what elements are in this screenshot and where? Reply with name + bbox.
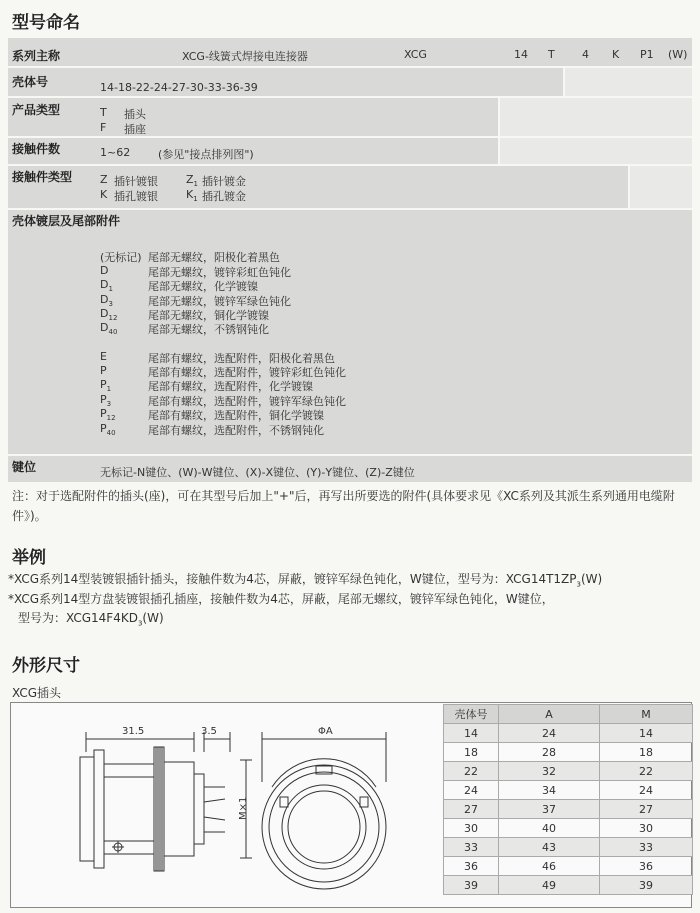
bg-row-type	[8, 98, 498, 136]
plating-desc-d12: 尾部无螺纹，铜化学镀镍	[148, 309, 269, 322]
heading-naming: 型号命名	[12, 13, 80, 33]
plating-desc-p: 尾部有螺纹，选配附件，镀锌彩虹色钝化	[148, 366, 346, 379]
bg-row-series	[8, 38, 692, 66]
dimension-table	[443, 704, 693, 895]
bg-gap-contact	[630, 166, 692, 208]
code-part-key: (W)	[668, 48, 688, 61]
cell-shell: 24	[444, 781, 499, 800]
dim-thread: M×1	[238, 796, 249, 820]
connector-drawing	[10, 702, 442, 906]
cell-m: 14	[600, 724, 693, 743]
bg-row-shell	[8, 68, 563, 96]
cell-shell: 18	[444, 743, 499, 762]
plating-code-p12: $P_{12}$	[100, 407, 116, 423]
bg-gap-count	[500, 138, 692, 164]
plating-code-none: (无标记)	[100, 251, 142, 264]
cell-shell: 27	[444, 800, 499, 819]
dim-short: 3.5	[201, 726, 217, 737]
heading-outline: 外形尺寸	[12, 656, 80, 676]
contact-code-z: Z	[100, 173, 108, 186]
plating-desc-d3: 尾部无螺纹，镀锌军绿色钝化	[148, 295, 291, 308]
cell-shell: 39	[444, 876, 499, 895]
heading-example: 举例	[12, 548, 46, 568]
label-product-type: 产品类型	[12, 103, 61, 117]
col-header-a: A	[499, 705, 600, 724]
type-desc-t: 插头	[124, 108, 146, 121]
cell-a: 40	[499, 819, 600, 838]
label-contact-type: 接触件类型	[12, 170, 73, 184]
type-code-t: T	[100, 106, 107, 119]
table-row	[444, 800, 693, 819]
cell-a: 28	[499, 743, 600, 762]
dim-diameter: ΦA	[318, 726, 333, 737]
plating-code-p: P	[100, 364, 107, 377]
code-part-type: T	[548, 48, 555, 61]
label-contact-count: 接触件数	[12, 142, 61, 156]
series-code: XCG	[404, 48, 427, 61]
table-row	[444, 819, 693, 838]
cell-m: 24	[600, 781, 693, 800]
type-desc-f: 插座	[124, 123, 146, 136]
example-2-model: 型号为：$XCG14F4KD_3(W)$	[18, 611, 164, 628]
plating-code-p40: $P_{40}$	[100, 422, 116, 438]
example-2: *XCG系列14型方盘装镀银插孔插座，接触件数为4芯，屏蔽，尾部无螺纹，镀锌军绿色钝化，W键位，	[8, 592, 554, 606]
plating-code-e: E	[100, 350, 107, 363]
contact-desc-k: 插孔镀银	[114, 190, 158, 203]
col-header-m: M	[600, 705, 693, 724]
plating-code-d3: $D_3$	[100, 293, 113, 309]
bg-gap-type	[500, 98, 692, 136]
plating-desc-none: 尾部无螺纹，阳极化着黑色	[148, 251, 280, 264]
cell-m: 39	[600, 876, 693, 895]
contact-desc-z: 插针镀银	[114, 175, 158, 188]
col-header-shell: 壳体号	[444, 705, 499, 724]
code-part-contact: K	[612, 48, 620, 61]
plating-desc-d40: 尾部无螺纹，不锈钢钝化	[148, 323, 269, 336]
table-row	[444, 743, 693, 762]
table-row	[444, 762, 693, 781]
contact-code-k: K	[100, 188, 108, 201]
cell-shell: 36	[444, 857, 499, 876]
contact-code-z1: $Z_1$	[186, 173, 199, 189]
contact-desc-z1: 插针镀金	[202, 175, 246, 188]
table-row	[444, 838, 693, 857]
cell-a: 46	[499, 857, 600, 876]
code-part-plating: P1	[640, 48, 654, 61]
plating-desc-p40: 尾部有螺纹，选配附件，不锈钢钝化	[148, 424, 324, 437]
code-part-count: 4	[582, 48, 589, 61]
example-1: *XCG系列14型装镀银插针插头，接触件数为4芯，屏蔽，镀锌军绿色钝化，W键位，型号为：$XCG14T1ZP_3(W)$	[8, 572, 603, 589]
cell-m: 36	[600, 857, 693, 876]
table-row	[444, 857, 693, 876]
contact-count-note: (参见"接点排列图")	[158, 148, 254, 161]
plating-desc-p12: 尾部有螺纹，选配附件，铜化学镀镍	[148, 409, 324, 422]
plating-desc-d1: 尾部无螺纹，化学镀镍	[148, 280, 258, 293]
dim-length: 31.5	[122, 726, 145, 737]
cell-shell: 22	[444, 762, 499, 781]
cell-a: 49	[499, 876, 600, 895]
footnote: 注：对于选配附件的插头(座)，可在其型号后加上"+"后，再写出所要选的附件(具体要求见《XC系列及其派生系列通用电缆附件》)。	[12, 489, 675, 523]
label-shell: 壳体号	[12, 75, 49, 89]
cell-shell: 30	[444, 819, 499, 838]
plating-desc-d: 尾部无螺纹，镀锌彩虹色钝化	[148, 266, 291, 279]
cell-m: 33	[600, 838, 693, 857]
plating-code-d: D	[100, 264, 109, 277]
dimension-table-wrapper	[443, 704, 693, 895]
drawing-caption: XCG插头	[12, 686, 62, 700]
plating-code-p3: $P_3$	[100, 393, 112, 409]
cell-shell: 14	[444, 724, 499, 743]
plating-code-p1: $P_1$	[100, 378, 112, 394]
cell-a: 24	[499, 724, 600, 743]
plating-desc-e: 尾部有螺纹，选配附件，阳极化着黑色	[148, 352, 335, 365]
cell-a: 43	[499, 838, 600, 857]
shell-sizes: 14-18-22-24-27-30-33-36-39	[100, 81, 258, 94]
plating-code-d40: $D_{40}$	[100, 321, 118, 337]
series-name: XCG-线簧式焊接电连接器	[182, 50, 308, 63]
key-text: 无标记-N键位、(W)-W键位、(X)-X键位、(Y)-Y键位、(Z)-Z键位	[100, 466, 415, 479]
cell-m: 18	[600, 743, 693, 762]
cell-m: 22	[600, 762, 693, 781]
contact-desc-k1: 插孔镀金	[202, 190, 246, 203]
plating-code-d12: $D_{12}$	[100, 307, 118, 323]
label-key: 键位	[12, 460, 37, 474]
plating-code-d1: $D_1$	[100, 278, 113, 294]
table-row	[444, 724, 693, 743]
cell-a: 34	[499, 781, 600, 800]
cell-m: 30	[600, 819, 693, 838]
plating-desc-p1: 尾部有螺纹，选配附件，化学镀镍	[148, 380, 313, 393]
cell-a: 32	[499, 762, 600, 781]
contact-count-range: 1~62	[100, 146, 131, 159]
plating-desc-p3: 尾部有螺纹，选配附件，镀锌军绿色钝化	[148, 395, 346, 408]
cell-m: 27	[600, 800, 693, 819]
label-series: 系列主称	[12, 49, 61, 63]
type-code-f: F	[100, 121, 107, 134]
code-part-shell: 14	[514, 48, 528, 61]
label-plating: 壳体镀层及尾部附件	[12, 214, 121, 228]
bg-gap-shell	[565, 68, 692, 96]
cell-a: 37	[499, 800, 600, 819]
table-row	[444, 876, 693, 895]
table-row	[444, 781, 693, 800]
cell-shell: 33	[444, 838, 499, 857]
contact-code-k1: $K_1$	[186, 188, 198, 204]
